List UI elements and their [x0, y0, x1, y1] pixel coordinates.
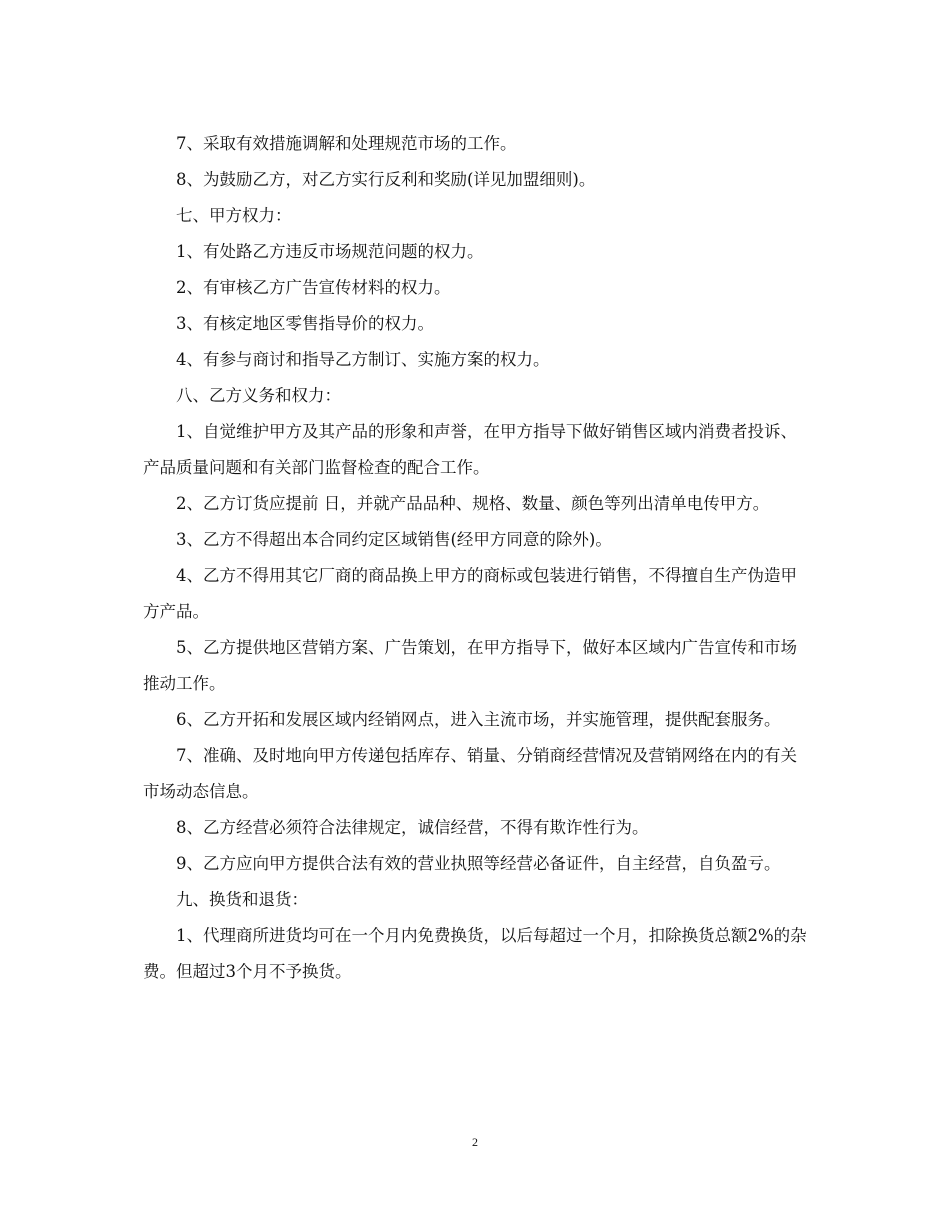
paragraph-11: 5、乙方提供地区营销方案、广告策划，在甲方指导下，做好本区域内广告宣传和市场推动工作。 [143, 638, 797, 693]
paragraph-1: 7、采取有效措施调解和处理规范市场的工作。 [176, 134, 517, 153]
section-heading-8: 八、乙方义务和权力： [176, 386, 341, 405]
section-heading-7: 七、甲方权力： [176, 206, 292, 225]
section-heading-9: 九、换货和退货： [176, 890, 308, 909]
page-number: 2 [472, 1135, 478, 1149]
paragraph-2: 8、为鼓励乙方，对乙方实行反利和奖励(详见加盟细则)。 [176, 170, 596, 189]
paragraph-10: 4、乙方不得用其它厂商的商品换上甲方的商标或包装进行销售，不得擅自生产伪造甲方产品。 [143, 566, 797, 621]
paragraph-3: 1、有处路乙方违反市场规范问题的权力。 [176, 242, 484, 261]
paragraph-5: 3、有核定地区零售指导价的权力。 [176, 314, 434, 333]
paragraph-12: 6、乙方开拓和发展区域内经销网点，进入主流市场，并实施管理，提供配套服务。 [176, 710, 781, 729]
document-body [143, 126, 808, 990]
paragraph-6: 4、有参与商讨和指导乙方制订、实施方案的权力。 [176, 350, 550, 369]
paragraph-9: 3、乙方不得超出本合同约定区域销售(经甲方同意的除外)。 [176, 530, 612, 549]
paragraph-4: 2、有审核乙方广告宣传材料的权力。 [176, 278, 451, 297]
paragraph-16: 1、代理商所进货均可在一个月内免费换货，以后每超过一个月，扣除换货总额2%的杂费。但超过3个月不予换货。 [143, 926, 807, 981]
paragraph-14: 8、乙方经营必须符合法律规定，诚信经营，不得有欺诈性行为。 [176, 818, 649, 837]
paragraph-8: 2、乙方订货应提前 日，并就产品品种、规格、数量、颜色等列出清单电传甲方。 [176, 494, 770, 513]
paragraph-13: 7、准确、及时地向甲方传递包括库存、销量、分销商经营情况及营销网络在内的有关市场动态信息。 [143, 746, 797, 801]
paragraph-7: 1、自觉维护甲方及其产品的形象和声誉，在甲方指导下做好销售区域内消费者投诉、产品质量问题和有关部门监督检查的配合工作。 [143, 422, 797, 477]
paragraph-15: 9、乙方应向甲方提供合法有效的营业执照等经营必备证件，自主经营，自负盈亏。 [176, 854, 781, 873]
